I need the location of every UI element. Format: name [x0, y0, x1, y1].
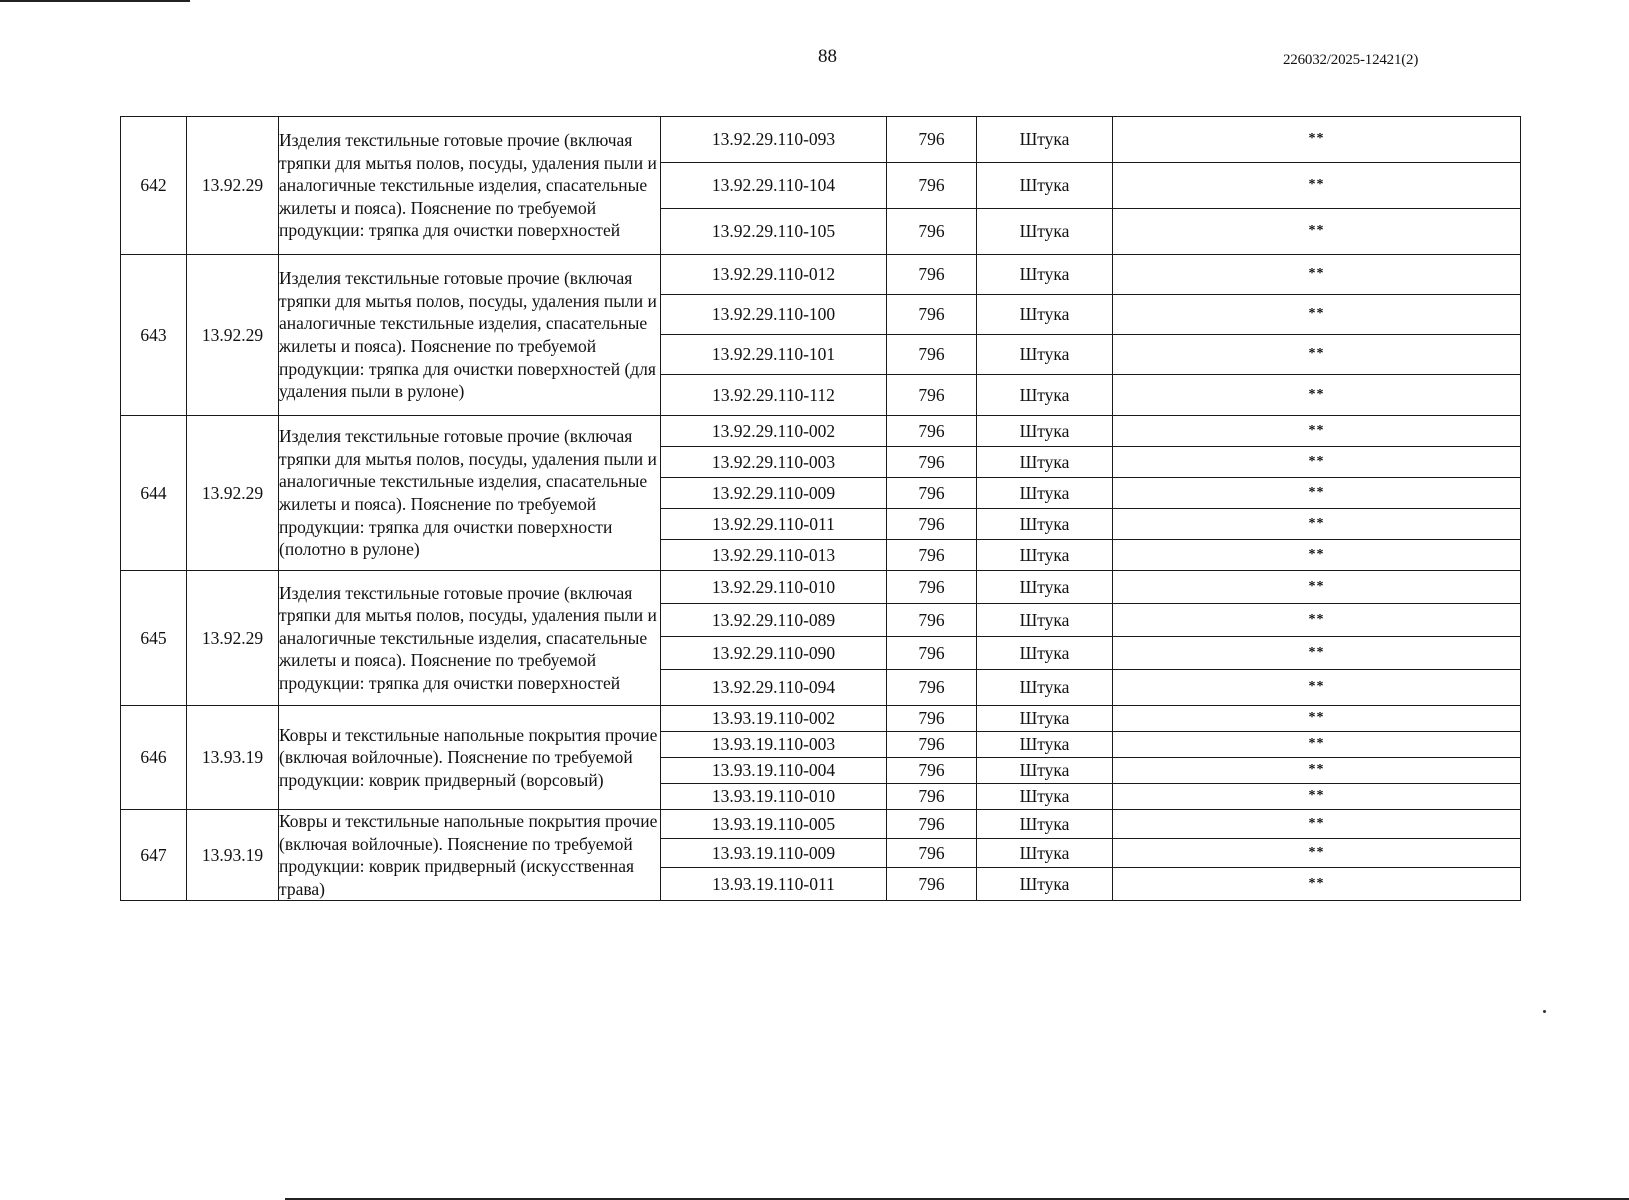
unit-cell: Штука — [977, 416, 1113, 447]
okei-code-cell: 796 — [887, 478, 977, 509]
row-number-cell: 647 — [121, 810, 187, 901]
okpd-code-cell: 13.92.29 — [187, 117, 279, 255]
okei-code-cell: 796 — [887, 571, 977, 604]
unit-cell: Штука — [977, 375, 1113, 416]
value-cell: ** — [1113, 732, 1521, 758]
value-cell: ** — [1113, 375, 1521, 416]
ktru-code-cell: 13.93.19.110-003 — [661, 732, 887, 758]
table-row — [121, 255, 1521, 295]
unit-cell: Штука — [977, 163, 1113, 209]
ktru-code-cell: 13.92.29.110-010 — [661, 571, 887, 604]
ktru-code-cell: 13.92.29.110-094 — [661, 670, 887, 706]
row-number-cell: 645 — [121, 571, 187, 706]
unit-cell: Штука — [977, 758, 1113, 784]
unit-cell: Штука — [977, 447, 1113, 478]
table-body — [121, 117, 1521, 901]
table-row — [121, 571, 1521, 604]
page-number: 88 — [818, 46, 837, 67]
ktru-code-cell: 13.92.29.110-090 — [661, 637, 887, 670]
unit-cell: Штука — [977, 670, 1113, 706]
value-cell: ** — [1113, 416, 1521, 447]
ktru-code-cell: 13.92.29.110-013 — [661, 540, 887, 571]
unit-cell: Штука — [977, 637, 1113, 670]
ktru-code-cell: 13.93.19.110-005 — [661, 810, 887, 839]
value-cell: ** — [1113, 637, 1521, 670]
unit-cell: Штука — [977, 335, 1113, 375]
value-cell: ** — [1113, 839, 1521, 868]
okei-code-cell: 796 — [887, 509, 977, 540]
ktru-code-cell: 13.92.29.110-089 — [661, 604, 887, 637]
unit-cell: Штука — [977, 478, 1113, 509]
product-description-cell: Ковры и текстильные напольные покрытия прочие (включая войлочные). Пояснение по требуемой продукции: коврик придверный (ворсовый) — [279, 706, 661, 810]
okpd-code-cell: 13.93.19 — [187, 706, 279, 810]
value-cell: ** — [1113, 255, 1521, 295]
unit-cell: Штука — [977, 117, 1113, 163]
okpd-code-cell: 13.92.29 — [187, 416, 279, 571]
ktru-code-cell: 13.92.29.110-011 — [661, 509, 887, 540]
row-number-cell: 644 — [121, 416, 187, 571]
ktru-code-cell: 13.92.29.110-105 — [661, 209, 887, 255]
value-cell: ** — [1113, 540, 1521, 571]
product-description-cell: Изделия текстильные готовые прочие (включая тряпки для мытья полов, посуды, удаления пыли и аналогичные текстильные изделия, спасательные жилеты и пояса). Пояснение по требуемой продукции: тряпка для очистки поверхностей (для удаления пыли в рулоне) — [279, 255, 661, 416]
unit-cell: Штука — [977, 784, 1113, 810]
okei-code-cell: 796 — [887, 670, 977, 706]
value-cell: ** — [1113, 868, 1521, 901]
table-row — [121, 706, 1521, 732]
value-cell: ** — [1113, 295, 1521, 335]
okei-code-cell: 796 — [887, 784, 977, 810]
unit-cell: Штука — [977, 540, 1113, 571]
products-table — [120, 116, 1521, 901]
okei-code-cell: 796 — [887, 447, 977, 478]
okei-code-cell: 796 — [887, 839, 977, 868]
okei-code-cell: 796 — [887, 295, 977, 335]
value-cell: ** — [1113, 335, 1521, 375]
value-cell: ** — [1113, 209, 1521, 255]
ktru-code-cell: 13.92.29.110-100 — [661, 295, 887, 335]
ktru-code-cell: 13.93.19.110-004 — [661, 758, 887, 784]
unit-cell: Штука — [977, 209, 1113, 255]
top-edge-rule — [0, 0, 190, 2]
okei-code-cell: 796 — [887, 416, 977, 447]
okei-code-cell: 796 — [887, 810, 977, 839]
value-cell: ** — [1113, 571, 1521, 604]
unit-cell: Штука — [977, 571, 1113, 604]
okei-code-cell: 796 — [887, 163, 977, 209]
document-id: 226032/2025-12421(2) — [1283, 52, 1419, 68]
value-cell: ** — [1113, 604, 1521, 637]
product-description-cell: Изделия текстильные готовые прочие (включая тряпки для мытья полов, посуды, удаления пыли и аналогичные текстильные изделия, спасательные жилеты и пояса). Пояснение по требуемой продукции: тряпка для очистки поверхностей — [279, 117, 661, 255]
ktru-code-cell: 13.92.29.110-012 — [661, 255, 887, 295]
ktru-code-cell: 13.92.29.110-009 — [661, 478, 887, 509]
table-row — [121, 117, 1521, 163]
ktru-code-cell: 13.93.19.110-010 — [661, 784, 887, 810]
unit-cell: Штука — [977, 509, 1113, 540]
scan-speck — [1543, 1010, 1546, 1013]
row-number-cell: 643 — [121, 255, 187, 416]
value-cell: ** — [1113, 810, 1521, 839]
unit-cell: Штука — [977, 255, 1113, 295]
okei-code-cell: 796 — [887, 758, 977, 784]
okei-code-cell: 796 — [887, 209, 977, 255]
unit-cell: Штука — [977, 706, 1113, 732]
table-row — [121, 416, 1521, 447]
okei-code-cell: 796 — [887, 540, 977, 571]
ktru-code-cell: 13.92.29.110-003 — [661, 447, 887, 478]
row-number-cell: 646 — [121, 706, 187, 810]
ktru-code-cell: 13.92.29.110-002 — [661, 416, 887, 447]
unit-cell: Штука — [977, 868, 1113, 901]
value-cell: ** — [1113, 758, 1521, 784]
product-description-cell: Изделия текстильные готовые прочие (включая тряпки для мытья полов, посуды, удаления пыли и аналогичные текстильные изделия, спасательные жилеты и пояса). Пояснение по требуемой продукции: тряпка для очистки поверхности (полотно в рулоне) — [279, 416, 661, 571]
product-description-cell: Изделия текстильные готовые прочие (включая тряпки для мытья полов, посуды, удаления пыли и аналогичные текстильные изделия, спасательные жилеты и пояса). Пояснение по требуемой продукции: тряпка для очистки поверхностей — [279, 571, 661, 706]
ktru-code-cell: 13.93.19.110-009 — [661, 839, 887, 868]
value-cell: ** — [1113, 670, 1521, 706]
unit-cell: Штука — [977, 839, 1113, 868]
product-description-cell: Ковры и текстильные напольные покрытия прочие (включая войлочные). Пояснение по требуемой продукции: коврик придверный (искусственная трава) — [279, 810, 661, 901]
row-number-cell: 642 — [121, 117, 187, 255]
okei-code-cell: 796 — [887, 255, 977, 295]
unit-cell: Штука — [977, 732, 1113, 758]
ktru-code-cell: 13.93.19.110-002 — [661, 706, 887, 732]
unit-cell: Штука — [977, 810, 1113, 839]
ktru-code-cell: 13.93.19.110-011 — [661, 868, 887, 901]
okei-code-cell: 796 — [887, 117, 977, 163]
value-cell: ** — [1113, 784, 1521, 810]
okpd-code-cell: 13.92.29 — [187, 571, 279, 706]
okei-code-cell: 796 — [887, 732, 977, 758]
okei-code-cell: 796 — [887, 604, 977, 637]
okei-code-cell: 796 — [887, 375, 977, 416]
value-cell: ** — [1113, 509, 1521, 540]
unit-cell: Штука — [977, 295, 1113, 335]
okei-code-cell: 796 — [887, 868, 977, 901]
ktru-code-cell: 13.92.29.110-093 — [661, 117, 887, 163]
okei-code-cell: 796 — [887, 706, 977, 732]
okpd-code-cell: 13.93.19 — [187, 810, 279, 901]
value-cell: ** — [1113, 447, 1521, 478]
ktru-code-cell: 13.92.29.110-101 — [661, 335, 887, 375]
okei-code-cell: 796 — [887, 637, 977, 670]
unit-cell: Штука — [977, 604, 1113, 637]
value-cell: ** — [1113, 478, 1521, 509]
okei-code-cell: 796 — [887, 335, 977, 375]
table-row — [121, 810, 1521, 839]
value-cell: ** — [1113, 163, 1521, 209]
value-cell: ** — [1113, 706, 1521, 732]
okpd-code-cell: 13.92.29 — [187, 255, 279, 416]
value-cell: ** — [1113, 117, 1521, 163]
ktru-code-cell: 13.92.29.110-112 — [661, 375, 887, 416]
ktru-code-cell: 13.92.29.110-104 — [661, 163, 887, 209]
